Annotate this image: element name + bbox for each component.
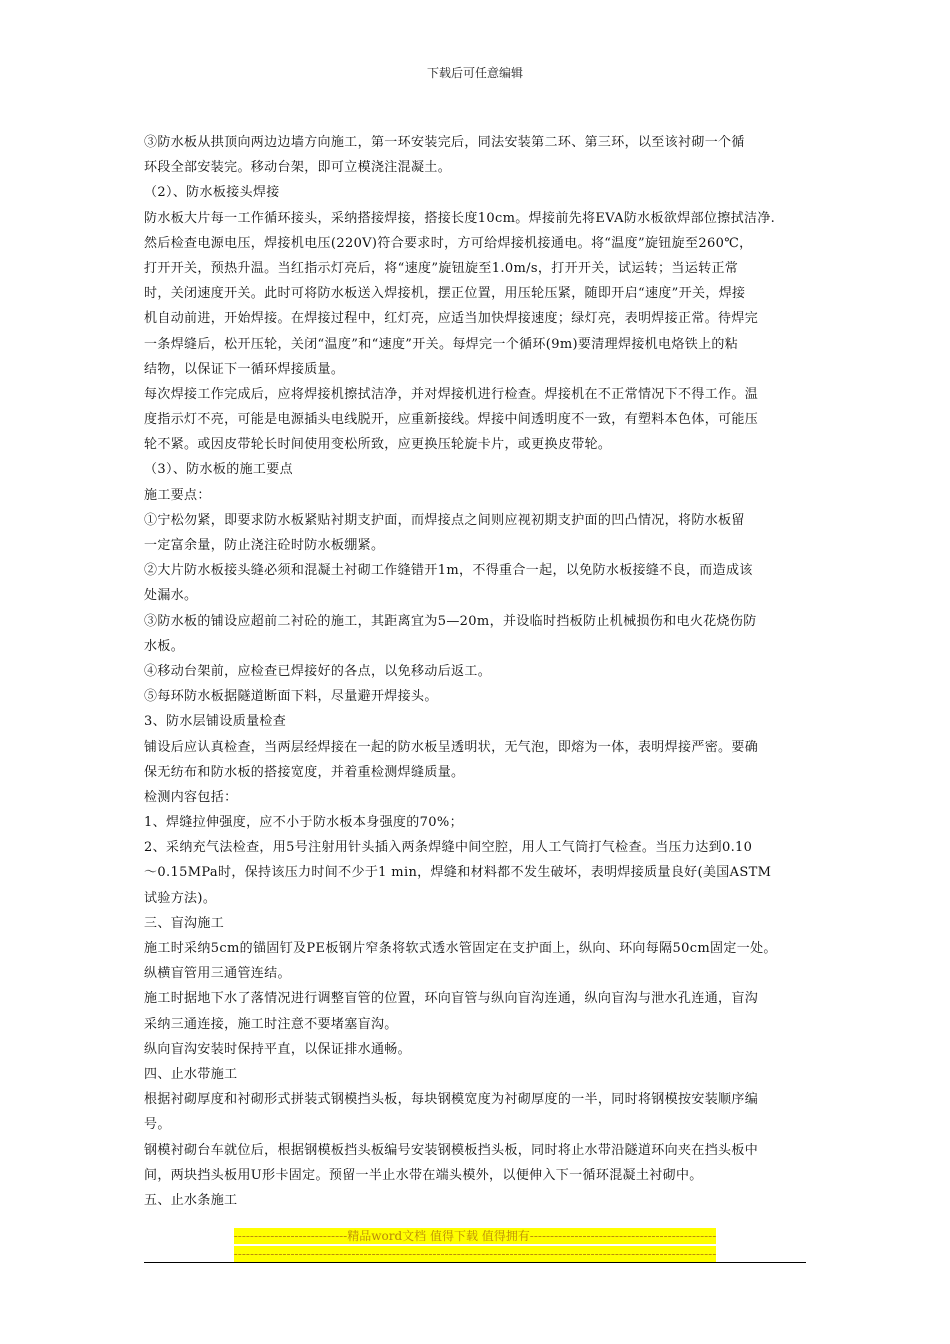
text-line: 防水板大片每一工作循环接头，采纳搭接焊接，搭接长度10cm。焊接前先将EVA防水板欲焊部位擦拭洁净. bbox=[144, 210, 776, 226]
text-line: 一条焊缝后，松开压轮，关闭“温度”和“速度”开关。每焊完一个循环(9m)要清理焊接机电烙铁上的粘 bbox=[144, 336, 739, 352]
text-line: 检测内容包括： bbox=[144, 789, 238, 805]
text-line: 轮不紧。或因皮带轮长时间使用变松所致，应更换压轮旋卡片，或更换皮带轮。 bbox=[144, 437, 612, 453]
text-line: 施工要点： bbox=[144, 487, 211, 503]
text-line: 时，关闭速度开关。此时可将防水板送入焊接机，摆正位置，用压轮压紧，随即开启“速度”开关，焊接 bbox=[144, 286, 746, 302]
text-line: （2）、防水板接头焊接 bbox=[144, 185, 280, 201]
text-line: 处漏水。 bbox=[144, 588, 198, 604]
text-line: ③防水板从拱顶向两边边墙方向施工，第一环安装完后，同法安装第二环、第三环，以至该衬砌一个循 bbox=[144, 135, 745, 150]
text-line: 铺设后应认真检查，当两层经焊接在一起的防水板呈透明状，无气泡，即熔为一体，表明焊接严密。要确 bbox=[144, 739, 759, 755]
text-line: 度指示灯不亮，可能是电源插头电线脱开，应重新接线。焊接中间透明度不一致，有塑料本色体，可能压 bbox=[144, 412, 759, 428]
document-body bbox=[144, 130, 810, 1213]
text-line: 五、止水条施工 bbox=[144, 1192, 238, 1208]
text-line: 采纳三通连接，施工时注意不要堵塞盲沟。 bbox=[144, 1016, 398, 1032]
footer-banner-line: ----------------------------精品word文档 值得下载 值得拥有---------------------------------------------- bbox=[233, 1229, 717, 1243]
text-line: 环段全部安装完。移动台架，即可立模浇注混凝土。 bbox=[144, 160, 452, 176]
text-line: 根据衬砌厚度和衬砌形式拼装式钢模挡头板，每块钢模宽度为衬砌厚度的一半，同时将钢模按安装顺序编 bbox=[144, 1092, 759, 1108]
text-line: 结物，以保证下一循环焊接质量。 bbox=[144, 361, 345, 377]
text-line: （3）、防水板的施工要点 bbox=[144, 462, 293, 478]
text-line: 四、止水带施工 bbox=[144, 1066, 238, 1082]
text-line: ②大片防水板接头缝必须和混凝土衬砌工作缝错开1m，不得重合一起，以免防水板接缝不良，而造成该 bbox=[144, 563, 753, 579]
footer-rule bbox=[144, 1262, 806, 1263]
text-line: 三、盲沟施工 bbox=[144, 915, 225, 931]
text-line: 1、焊缝拉伸强度，应不小于防水板本身强度的70%； bbox=[144, 815, 463, 831]
page-header: 下载后可任意编辑 bbox=[426, 66, 523, 80]
text-line: 然后检查电源电压，焊接机电压(220V)符合要求时，方可给焊接机接通电。将“温度”旋钮旋至260℃， bbox=[144, 235, 753, 251]
text-line: 2、采纳充气法检查，用5号注射用针头插入两条焊缝中间空腔，用人工气筒打气检查。当压力达到0.10 bbox=[144, 840, 753, 856]
text-line: 一定富余量，防止浇注砼时防水板绷紧。 bbox=[144, 538, 385, 553]
text-line: 保无纺布和防水板的搭接宽度，并着重检测焊缝质量。 bbox=[144, 764, 465, 780]
text-line: 间，两块挡头板用U形卡固定。预留一半止水带在端头模外，以便伸入下一循环混凝土衬砌中。 bbox=[144, 1167, 703, 1183]
footer-dash-line: ----------------------------------------------------------------------------------------------------------------------- bbox=[233, 1247, 717, 1261]
text-line: ①宁松勿紧，即要求防水板紧贴衬期支护面，而焊接点之间则应视初期支护面的凹凸情况，将防水板留 bbox=[144, 512, 745, 528]
text-line: ～0.15MPa时，保持该压力时间不少于1 min，焊缝和材料都不发生破坏，表明焊接质量良好(美国ASTM bbox=[144, 865, 772, 881]
text-line: 施工时据地下水了落情况进行调整盲管的位置，环向盲管与纵向盲沟连通，纵向盲沟与泄水孔连通，盲沟 bbox=[144, 991, 759, 1007]
text-line: 每次焊接工作完成后，应将焊接机擦拭洁净，并对焊接机进行检查。焊接机在不正常情况下不得工作。温 bbox=[144, 386, 759, 402]
text-line: 钢模衬砌台车就位后，根据钢模板挡头板编号安装钢模板挡头板，同时将止水带沿隧道环向夹在挡头板中 bbox=[144, 1142, 759, 1158]
text-line: ③防水板的铺设应超前二衬砼的施工，其距离宜为5—20m，并设临时挡板防止机械损伤和电火花烧伤防 bbox=[144, 613, 757, 629]
text-line: ④移动台架前，应检查已焊接好的各点，以免移动后返工。 bbox=[144, 663, 492, 679]
text-line: 试验方法)。 bbox=[144, 890, 217, 906]
text-line: 水板。 bbox=[144, 638, 185, 654]
text-line: 施工时采纳5cm的锚固钉及PE板钢片窄条将软式透水管固定在支护面上，纵向、环向每隔50cm固定一处。 bbox=[144, 941, 777, 956]
text-line: 打开开关，预热升温。当红指示灯亮后，将“速度”旋钮旋至1.0m/s，打开开关，试运转；当运转正常 bbox=[144, 260, 739, 276]
text-line: 机自动前进，开始焊接。在焊接过程中，红灯亮，应适当加快焊接速度；绿灯亮，表明焊接正常。待焊完 bbox=[144, 311, 759, 327]
text-line: 纵向盲沟安装时保持平直，以保证排水通畅。 bbox=[144, 1041, 412, 1057]
text-line: 纵横盲管用三通管连结。 bbox=[144, 966, 291, 982]
text-line: ⑤每环防水板据隧道断面下料，尽量避开焊接头。 bbox=[144, 689, 438, 705]
text-line: 号。 bbox=[144, 1117, 171, 1133]
text-line: 3、防水层铺设质量检查 bbox=[144, 714, 287, 730]
page-footer bbox=[0, 1228, 950, 1262]
